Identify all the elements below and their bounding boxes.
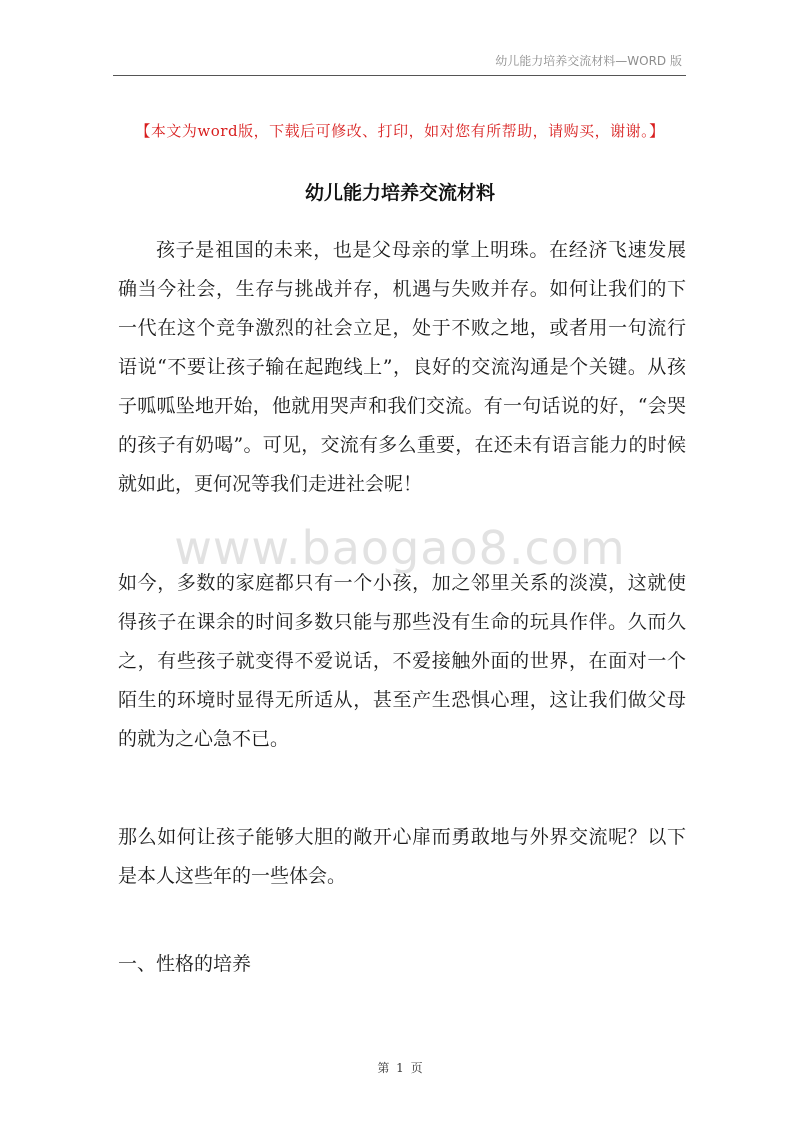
section-heading: 一、性格的培养	[118, 953, 252, 975]
body-paragraph-3: 那么如何让孩子能够大胆的敞开心扉而勇敢地与外界交流呢？以下是本人这些年的一些体会。	[118, 826, 686, 887]
running-header: 幼儿能力培养交流材料—WORD 版	[495, 54, 682, 68]
download-notice: 【本文为word版，下载后可修改、打印，如对您有所帮助，请购买，谢谢。】	[135, 122, 665, 140]
page-number: 第 1 页	[377, 1061, 423, 1075]
header-divider	[113, 75, 686, 76]
body-paragraph-1: 孩子是祖国的未来，也是父母亲的掌上明珠。在经济飞速发展确当今社会，生存与挑战并存，机遇与失败并存。如何让我们的下一代在这个竞争激烈的社会立足，处于不败之地，或者用一句流行语说“不要让孩子输在起跑线上”，良好的交流沟通是个关键。从孩子呱呱坠地开始，他就用哭声和我们交流。有一句话说的好，“会哭的孩子有奶喝”。可见，交流有多么重要，在还未有语言能力的时候就如此，更何况等我们走进社会呢！	[118, 239, 686, 495]
body-paragraph-2: 如今，多数的家庭都只有一个小孩，加之邻里关系的淡漠，这就使得孩子在课余的时间多数只能与那些没有生命的玩具作伴。久而久之，有些孩子就变得不爱说话，不爱接触外面的世界，在面对一个陌生的环境时显得无所适从，甚至产生恐惧心理，这让我们做父母的就为之心急不已。	[118, 572, 686, 750]
document-title: 幼儿能力培养交流材料	[304, 182, 495, 204]
site-watermark: www.baogao8.com	[174, 521, 626, 575]
